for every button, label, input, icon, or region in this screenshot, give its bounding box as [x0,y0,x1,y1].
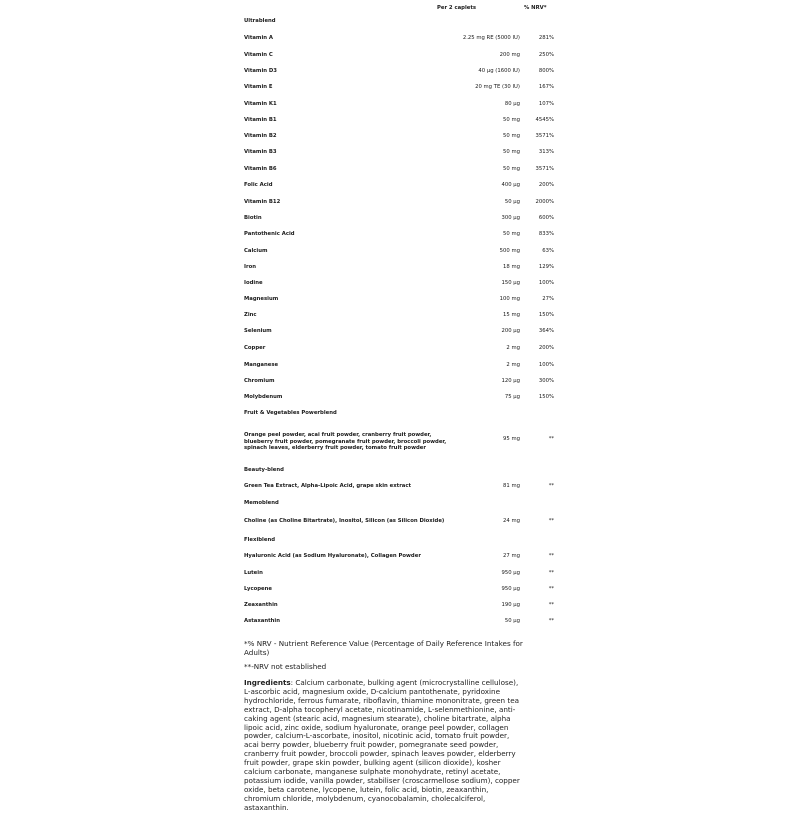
nutrient-amount: 50 µg [504,618,520,624]
nutrient-name: Vitamin B1 [244,117,277,123]
nutrient-nrv: 107% [538,101,554,107]
nutrient-name: Vitamin A [244,35,273,41]
nutrient-name: Ultrablend [244,18,276,24]
nutrient-nrv: 300% [538,378,554,384]
nutrient-name: Green Tea Extract, Alpha-Lipoic Acid, grape skin extract [244,483,412,489]
nutrient-amount: 20 mg TE (30 IU) [475,84,520,90]
nutrient-name: Vitamin D3 [244,68,277,74]
nutrient-amount: 300 µg [501,215,520,221]
nutrient-amount: 2 mg [506,345,520,351]
nutrient-name: Iron [244,264,256,270]
nutrient-amount: 100 mg [499,296,520,302]
nutrient-name: Manganese [244,362,279,368]
nutrient-amount: 120 µg [501,378,520,384]
nutrient-amount: 80 µg [504,101,520,107]
nutrient-nrv: 200% [538,345,554,351]
nutrient-name: Orange peel powder, acai fruit powder, cranberry fruit powder, blueberry fruit powder, pomegranate fruit powder, broccoli powder, spinach leaves, elderberry fruit powder, tomato fruit powder [244,432,447,451]
nrv-not-established-note: **-NRV not established [244,662,327,671]
nutrient-nrv: 150% [538,312,554,318]
nutrient-amount: 50 mg [503,149,520,155]
nutrient-name: Vitamin B6 [244,166,277,172]
nutrient-amount: 50 µg [504,199,520,205]
nutrient-nrv: 167% [538,84,554,90]
nutrient-name: Beauty-blend [244,467,284,473]
nutrient-nrv: 3571% [535,166,554,172]
nutrient-name: Magnesium [244,296,279,302]
nutrient-amount: 400 µg [501,182,520,188]
nutrient-name: Copper [244,345,266,351]
nutrient-name: Biotin [244,215,262,221]
nutrient-amount: 18 mg [503,264,520,270]
nutrient-nrv: 364% [538,328,554,334]
nutrient-name: Vitamin B2 [244,133,277,139]
nutrient-nrv: 63% [542,248,554,254]
nutrient-nrv: 3571% [535,133,554,139]
nutrient-name: Vitamin K1 [244,101,277,107]
nutrient-name: Vitamin C [244,52,273,58]
nutrient-nrv: ** [548,570,554,576]
nutrient-amount: 24 mg [503,518,520,524]
nutrient-nrv: ** [548,436,554,442]
ingredients-label: Ingredients [244,678,291,687]
nutrient-nrv: 27% [542,296,554,302]
nutrient-name: Molybdenum [244,394,283,400]
nutrient-nrv: ** [548,586,554,592]
nutrient-nrv: 2000% [535,199,554,205]
nutrient-amount: 50 mg [503,166,520,172]
nutrient-nrv: 150% [538,394,554,400]
nutrient-nrv: 313% [538,149,554,155]
nutrient-name: Memoblend [244,500,279,506]
nutrient-name: Pantothenic Acid [244,231,295,237]
nutrient-nrv: ** [548,483,554,489]
nutrient-amount: 27 mg [503,553,520,559]
nutrient-name: Vitamin B3 [244,149,277,155]
ingredients-text: : Calcium carbonate, bulking agent (microcrystalline cellulose), L-ascorbic acid, magnesium oxide, D-calcium pantothenate, pyridoxine hydrochloride, ferrous fumarate, riboflavin, thiamine mononitrate, green tea extract, D-alpha tocopheryl acetate, nicotinamide, L-selenmethionine, anti-caking agent (stearic acid, magnesium stearate), choline bitartrate, alpha lipoic acid, zinc oxide, sodium hyaluronate, orange peel powder, collagen powder, calcium-L-ascorbate, inositol, nicotinic acid, tomato fruit powder, acai berry powder, blueberry fruit powder, pomegranate seed powder, cranberry fruit powder, broccoli powder, spinach leaves powder, elderberry fruit powder, grape skin powder, bulking agent (silicon dioxide), kosher calcium carbonate, manganese sulphate monohydrate, retinyl acetate, potassium iodide, vanilla powder, stabiliser (croscarmellose sodium), copper oxide, beta carotene, lycopene, lutein, folic acid, biotin, zeaxanthin, chromium chloride, molybdenum, cyanocobalamin, cholecalciferol, astaxanthin. [244,678,520,812]
nutrient-nrv: 600% [538,215,554,221]
nutrient-nrv: 4545% [535,117,554,123]
nutrient-name: Lycopene [244,586,272,592]
nutrient-name: Lutein [244,570,263,576]
nutrient-name: Flexiblend [244,537,276,543]
nutrient-nrv: 250% [538,52,554,58]
nutrient-nrv: 100% [538,362,554,368]
nutrient-name: Chromium [244,378,275,384]
nutrient-name: Calcium [244,248,268,254]
nutrient-amount: 81 mg [503,483,520,489]
nutrient-name: Zinc [244,312,257,318]
nutrient-amount: 95 mg [503,436,520,442]
nutrient-nrv: ** [548,553,554,559]
nutrient-amount: 950 µg [501,570,520,576]
nutrient-amount: 500 mg [499,248,520,254]
nutrient-amount: 40 µg (1600 IU) [478,68,520,74]
nutrient-name: Fruit & Vegetables Powerblend [244,410,337,416]
nutrient-name: Zeaxanthin [244,602,278,608]
nrv-definition-note: *% NRV - Nutrient Reference Value (Percentage of Daily Reference Intakes for Adults) [244,639,523,657]
nutrient-amount: 150 µg [501,280,520,286]
nutrient-amount: 200 mg [499,52,520,58]
nutrient-amount: 190 µg [501,602,520,608]
nutrient-nrv: ** [548,618,554,624]
nutrient-name: Iodine [244,280,263,286]
nutrient-name: Astaxanthin [244,618,281,624]
nutrient-nrv: 800% [538,68,554,74]
nutrient-nrv: 281% [538,35,554,41]
ingredients-paragraph [244,679,526,813]
nutrient-nrv: ** [548,518,554,524]
nutrient-name: Vitamin E [244,84,273,90]
nrv-header: % NRV* [524,5,547,11]
nutrient-name: Folic Acid [244,182,273,188]
per-serving-header: Per 2 caplets [437,5,477,11]
nutrient-name: Hyaluronic Acid (as Sodium Hyaluronate), Collagen Powder [244,553,421,559]
nutrient-nrv: ** [548,602,554,608]
nutrient-amount: 50 mg [503,231,520,237]
nutrient-amount: 15 mg [503,312,520,318]
nutrient-nrv: 200% [538,182,554,188]
nutrient-nrv: 129% [538,264,554,270]
nutrient-name: Choline (as Choline Bitartrate), Inositol, Silicon (as Silicon Dioxide) [244,518,445,524]
nutrient-amount: 2.25 mg RE (5000 IU) [462,35,520,41]
nutrient-amount: 75 µg [504,394,520,400]
nutrient-amount: 950 µg [501,586,520,592]
nutrient-amount: 50 mg [503,133,520,139]
nutrient-amount: 2 mg [506,362,520,368]
nutrient-amount: 200 µg [501,328,520,334]
nutrient-nrv: 100% [538,280,554,286]
nutrient-amount: 50 mg [503,117,520,123]
nutrient-name: Vitamin B12 [244,199,281,205]
nutrient-nrv: 833% [538,231,554,237]
nutrient-name: Selenium [244,328,272,334]
